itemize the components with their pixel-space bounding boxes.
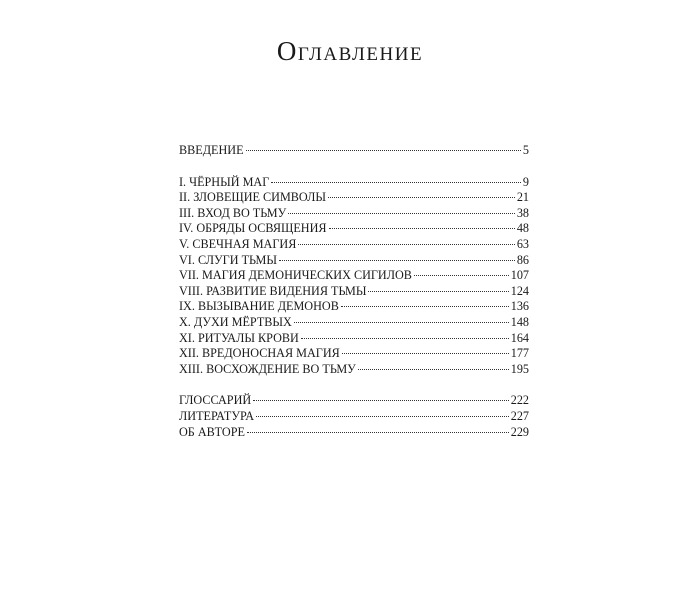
toc-entry [179, 315, 529, 331]
toc-entry-page-number: 164 [510, 330, 529, 345]
toc-entry-page-number: 107 [510, 268, 529, 283]
toc-entry [179, 425, 529, 441]
toc-leader-dots [256, 416, 509, 417]
toc-leader-dots [329, 228, 515, 229]
toc-entry-label: XI. РИТУАЛЫ КРОВИ [179, 330, 299, 345]
toc-entry-page-number: 136 [510, 299, 529, 314]
toc-entry-page-number: 63 [516, 236, 529, 251]
toc-entry-label: X. ДУХИ МЁРТВЫХ [179, 314, 292, 329]
toc-entry [179, 175, 529, 191]
toc-leader-dots [328, 197, 515, 198]
toc-leader-dots [342, 353, 509, 354]
toc-entry-page-number: 195 [510, 361, 529, 376]
toc-leader-dots [341, 306, 509, 307]
toc-leader-dots [358, 369, 509, 370]
toc-entry [179, 331, 529, 347]
toc-entry-page-number: 38 [516, 205, 529, 220]
toc-entry-label: II. ЗЛОВЕЩИЕ СИМВОЛЫ [179, 190, 326, 205]
toc-leader-dots [294, 322, 509, 323]
toc-entry [179, 284, 529, 300]
toc-leader-dots [279, 260, 515, 261]
toc-entry-label: I. ЧЁРНЫЙ МАГ [179, 174, 270, 189]
toc-entry-page-number: 124 [510, 283, 529, 298]
toc-entry [179, 143, 529, 159]
toc-entry-page-number: 227 [510, 408, 529, 423]
toc-entry-page-number: 21 [516, 190, 529, 205]
toc-entry-label: VII. МАГИЯ ДЕМОНИЧЕСКИХ СИГИЛОВ [179, 268, 412, 283]
toc-entry-page-number: 222 [510, 393, 529, 408]
toc-entry-label: ВВЕДЕНИЕ [179, 143, 244, 157]
toc-leader-dots [368, 291, 508, 292]
toc-entry [179, 362, 529, 378]
toc-entry-label: V. СВЕЧНАЯ МАГИЯ [179, 236, 297, 251]
toc-group [179, 175, 529, 378]
toc-leader-dots [246, 150, 521, 151]
toc-entry-label: III. ВХОД ВО ТЬМУ [179, 205, 287, 220]
toc-group [179, 393, 529, 440]
toc-entry-label: IV. ОБРЯДЫ ОСВЯЩЕНИЯ [179, 221, 327, 236]
toc-entry-page-number: 229 [510, 424, 529, 439]
toc-entry-page-number: 9 [522, 174, 529, 189]
toc-entry [179, 393, 529, 409]
toc-group [179, 143, 529, 159]
toc-entry-label: ОБ АВТОРЕ [179, 424, 245, 439]
toc-leader-dots [253, 400, 509, 401]
toc-entry-page-number: 48 [516, 221, 529, 236]
toc-entry-page-number: 148 [510, 314, 529, 329]
toc-entry [179, 221, 529, 237]
toc-entry-label: ЛИТЕРАТУРА [179, 408, 254, 423]
toc-leader-dots [288, 213, 515, 214]
toc-entry-page-number: 5 [522, 143, 529, 157]
toc-entry-label: XIII. ВОСХОЖДЕНИЕ ВО ТЬМУ [179, 361, 356, 376]
toc-entry [179, 253, 529, 269]
toc-leader-dots [301, 338, 509, 339]
toc-entry-page-number: 177 [510, 346, 529, 361]
table-of-contents [179, 143, 529, 440]
toc-entry-page-number: 86 [516, 252, 529, 267]
toc-leader-dots [271, 182, 521, 183]
toc-entry-label: XII. ВРЕДОНОСНАЯ МАГИЯ [179, 346, 340, 361]
toc-entry [179, 268, 529, 284]
toc-entry [179, 409, 529, 425]
toc-entry [179, 237, 529, 253]
toc-leader-dots [414, 275, 509, 276]
toc-entry [179, 190, 529, 206]
toc-entry-label: IX. ВЫЗЫВАНИЕ ДЕМОНОВ [179, 299, 339, 314]
toc-leader-dots [247, 432, 509, 433]
toc-entry [179, 206, 529, 222]
toc-entry-label: VIII. РАЗВИТИЕ ВИДЕНИЯ ТЬМЫ [179, 283, 367, 298]
toc-entry [179, 346, 529, 362]
toc-entry-label: VI. СЛУГИ ТЬМЫ [179, 252, 277, 267]
toc-entry [179, 299, 529, 315]
toc-entry-label: ГЛОССАРИЙ [179, 393, 252, 408]
page-title: Оглавление [276, 36, 424, 66]
toc-leader-dots [298, 244, 514, 245]
